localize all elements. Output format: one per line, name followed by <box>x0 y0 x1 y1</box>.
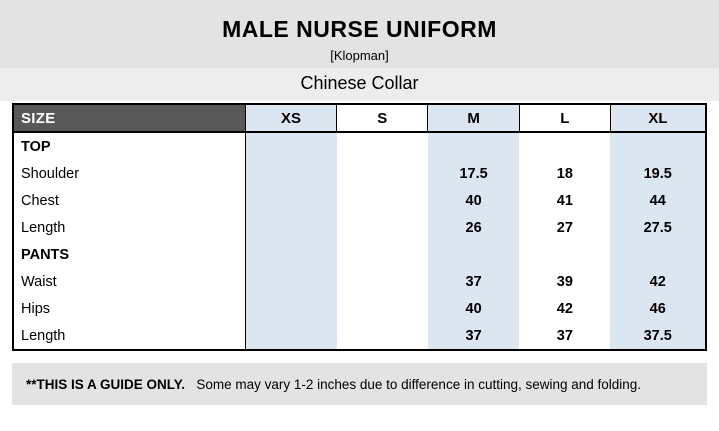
page-title: MALE NURSE UNIFORM <box>222 16 497 42</box>
cell-m: 17.5 <box>428 160 519 187</box>
column-header-xl: XL <box>610 104 706 132</box>
cell-l: 39 <box>519 268 610 295</box>
cell-xl <box>610 132 706 160</box>
row-label: Chest <box>13 187 245 214</box>
cell-xs <box>245 241 336 268</box>
brand-label: [Klopman] <box>330 48 389 64</box>
footer-note-text: Some may vary 1-2 inches due to difference in cutting, sewing and folding. <box>196 376 642 392</box>
cell-xs <box>245 132 336 160</box>
cell-s <box>337 187 428 214</box>
cell-m: 37 <box>428 322 519 350</box>
row-label: Waist <box>13 268 245 295</box>
cell-m: 40 <box>428 187 519 214</box>
table-row <box>13 132 706 160</box>
cell-l <box>519 132 610 160</box>
column-header-s: S <box>337 104 428 132</box>
document-header <box>0 0 719 68</box>
row-label: TOP <box>13 132 245 160</box>
cell-xl: 19.5 <box>610 160 706 187</box>
cell-xl: 37.5 <box>610 322 706 350</box>
cell-m: 40 <box>428 295 519 322</box>
column-header-l: L <box>519 104 610 132</box>
row-label: PANTS <box>13 241 245 268</box>
row-label: Hips <box>13 295 245 322</box>
cell-s <box>337 268 428 295</box>
cell-l: 37 <box>519 322 610 350</box>
table-row <box>13 295 706 322</box>
subtitle: Chinese Collar <box>0 68 719 103</box>
table-row <box>13 187 706 214</box>
table-row <box>13 322 706 350</box>
cell-l: 18 <box>519 160 610 187</box>
table-row <box>13 268 706 295</box>
cell-xs <box>245 268 336 295</box>
cell-s <box>337 214 428 241</box>
cell-l: 41 <box>519 187 610 214</box>
table-row <box>13 214 706 241</box>
cell-xs <box>245 295 336 322</box>
cell-m: 26 <box>428 214 519 241</box>
cell-m <box>428 132 519 160</box>
size-table <box>12 103 707 351</box>
table-row <box>13 160 706 187</box>
cell-xl: 42 <box>610 268 706 295</box>
row-label: Shoulder <box>13 160 245 187</box>
footer-note <box>12 363 707 405</box>
cell-xs <box>245 187 336 214</box>
cell-xs <box>245 214 336 241</box>
cell-m: 37 <box>428 268 519 295</box>
cell-xl: 27.5 <box>610 214 706 241</box>
cell-s <box>337 295 428 322</box>
table-header-row <box>13 104 706 132</box>
cell-xl: 44 <box>610 187 706 214</box>
cell-s <box>337 160 428 187</box>
footer-note-lead: **THIS IS A GUIDE ONLY. <box>26 376 186 392</box>
cell-l <box>519 241 610 268</box>
cell-xl <box>610 241 706 268</box>
column-header-xs: XS <box>245 104 336 132</box>
cell-l: 27 <box>519 214 610 241</box>
cell-s <box>337 241 428 268</box>
cell-l: 42 <box>519 295 610 322</box>
cell-s <box>337 322 428 350</box>
cell-m <box>428 241 519 268</box>
cell-s <box>337 132 428 160</box>
size-column-header: SIZE <box>13 104 245 132</box>
size-table-container <box>0 103 719 351</box>
cell-xs <box>245 160 336 187</box>
row-label: Length <box>13 322 245 350</box>
cell-xl: 46 <box>610 295 706 322</box>
table-row <box>13 241 706 268</box>
row-label: Length <box>13 214 245 241</box>
column-header-m: M <box>428 104 519 132</box>
cell-xs <box>245 322 336 350</box>
